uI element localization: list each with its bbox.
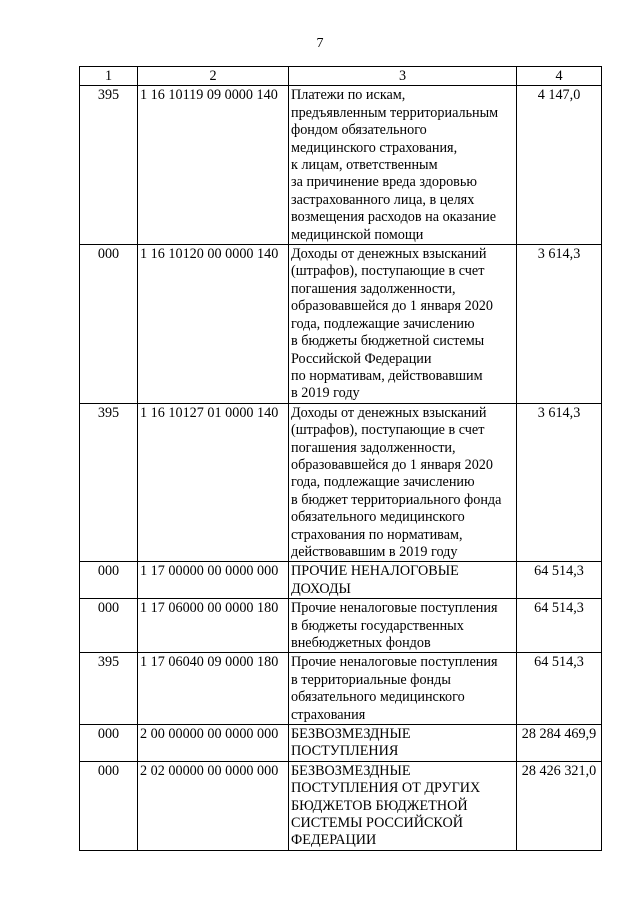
- admin-code-cell: 000: [80, 599, 138, 653]
- table-row: [80, 599, 602, 653]
- classification-code-cell: 1 17 00000 00 0000 000: [138, 562, 289, 599]
- classification-code-cell: 2 02 00000 00 0000 000: [138, 761, 289, 850]
- table-row: [80, 86, 602, 245]
- admin-code-cell: 000: [80, 725, 138, 762]
- budget-revenue-table: [79, 66, 602, 851]
- table-header-row: [80, 67, 602, 86]
- table-row: [80, 761, 602, 850]
- classification-code-cell: 1 17 06040 09 0000 180: [138, 653, 289, 725]
- revenue-name-cell: БЕЗВОЗМЕЗДНЫЕ ПОСТУПЛЕНИЯ: [289, 725, 517, 762]
- classification-code-cell: 1 17 06000 00 0000 180: [138, 599, 289, 653]
- amount-cell: 28 284 469,9: [517, 725, 602, 762]
- table-row: [80, 653, 602, 725]
- amount-cell: 3 614,3: [517, 403, 602, 562]
- amount-cell: 64 514,3: [517, 562, 602, 599]
- classification-code-cell: 2 00 00000 00 0000 000: [138, 725, 289, 762]
- table-row: [80, 245, 602, 404]
- amount-cell: 4 147,0: [517, 86, 602, 245]
- amount-cell: 64 514,3: [517, 653, 602, 725]
- admin-code-cell: 395: [80, 86, 138, 245]
- revenue-name-cell: Доходы от денежных взысканий (штрафов), поступающие в счет погашения задолженности, образовавшейся до 1 января 2020 года, подлежащие зачислению в бюджет территориального фонда обязательного медицинского страхования по нормативам, действовавшим в 2019 году: [289, 403, 517, 562]
- revenue-name-cell: БЕЗВОЗМЕЗДНЫЕ ПОСТУПЛЕНИЯ ОТ ДРУГИХ БЮДЖЕТОВ БЮДЖЕТНОЙ СИСТЕМЫ РОССИЙСКОЙ ФЕДЕРАЦИИ: [289, 761, 517, 850]
- admin-code-cell: 000: [80, 245, 138, 404]
- revenue-name-cell: Прочие неналоговые поступления в территориальные фонды обязательного медицинского страхования: [289, 653, 517, 725]
- column-header: 2: [138, 67, 289, 86]
- classification-code-cell: 1 16 10120 00 0000 140: [138, 245, 289, 404]
- amount-cell: 28 426 321,0: [517, 761, 602, 850]
- amount-cell: 3 614,3: [517, 245, 602, 404]
- classification-code-cell: 1 16 10127 01 0000 140: [138, 403, 289, 562]
- classification-code-cell: 1 16 10119 09 0000 140: [138, 86, 289, 245]
- table-row: [80, 725, 602, 762]
- column-header: 3: [289, 67, 517, 86]
- revenue-name-cell: Доходы от денежных взысканий (штрафов), поступающие в счет погашения задолженности, образовавшейся до 1 января 2020 года, подлежащие зачислению в бюджеты бюджетной системы Российской Федерации по нормативам, действовавшим в 2019 году: [289, 245, 517, 404]
- revenue-name-cell: Платежи по искам, предъявленным территориальным фондом обязательного медицинского страхования, к лицам, ответственным за причинение вреда здоровью застрахованного лица, в целях возмещения расходов на оказание медицинской помощи: [289, 86, 517, 245]
- table-row: [80, 562, 602, 599]
- column-header: 1: [80, 67, 138, 86]
- admin-code-cell: 000: [80, 562, 138, 599]
- revenue-name-cell: Прочие неналоговые поступления в бюджеты государственных внебюджетных фондов: [289, 599, 517, 653]
- column-header: 4: [517, 67, 602, 86]
- admin-code-cell: 000: [80, 761, 138, 850]
- admin-code-cell: 395: [80, 653, 138, 725]
- revenue-name-cell: ПРОЧИЕ НЕНАЛОГОВЫЕ ДОХОДЫ: [289, 562, 517, 599]
- amount-cell: 64 514,3: [517, 599, 602, 653]
- admin-code-cell: 395: [80, 403, 138, 562]
- page-number: 7: [316, 36, 324, 51]
- table-row: [80, 403, 602, 562]
